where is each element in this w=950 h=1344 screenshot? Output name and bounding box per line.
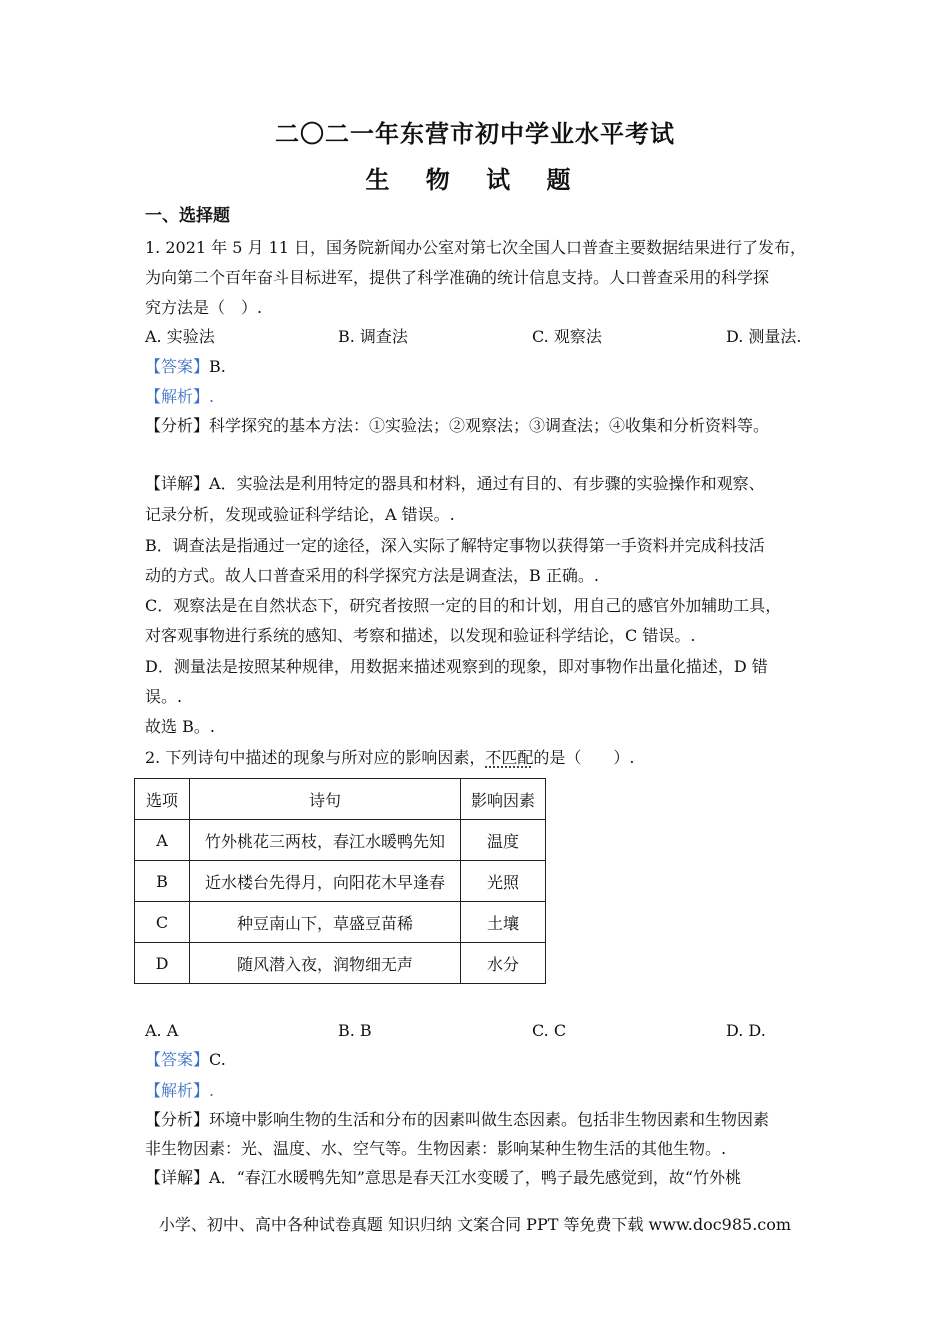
table-header-cell: 诗句	[190, 779, 461, 820]
fenxi-text: 科学探究的基本方法：①实验法；②观察法；③调查法；④收集和分析资料等。	[209, 416, 770, 435]
table-row	[135, 902, 546, 943]
detail-label: 【详解】	[145, 1168, 210, 1187]
answer-label: 【答案】	[145, 1050, 210, 1069]
q1-stem-line-3: 究方法是（ ）.	[145, 298, 263, 317]
q1-detail-line-1	[145, 474, 765, 494]
detail-label: 【详解】	[145, 474, 210, 493]
section-heading: 一、选择题	[145, 206, 230, 226]
q1-detail-line-4: 动的方式。故人口普查采用的科学探究方法是调查法，B 正确。.	[145, 566, 599, 585]
footer-banner: 小学、初中、高中各种试卷真题 知识归纳 文案合同 PPT 等免费下载 www.doc985.com	[158, 1215, 792, 1234]
table-row	[135, 861, 546, 902]
q1-stem-line-1: 1. 2021 年 5 月 11 日，国务院新闻办公室对第七次全国人口普查主要数据结果进行了发布，	[145, 238, 807, 257]
q1-detail-line-8: 误。.	[145, 687, 183, 706]
table-header-cell: 选项	[135, 779, 190, 820]
q2-answer	[145, 1050, 226, 1070]
q2-table	[134, 778, 546, 984]
table-cell: C	[135, 902, 190, 943]
q1-fenxi	[145, 416, 769, 436]
table-header-cell: 影响因素	[461, 779, 546, 820]
q2-option-a: A. A	[145, 1021, 179, 1040]
table-cell: A	[135, 820, 190, 861]
fenxi-label: 【分析】	[145, 1110, 210, 1129]
table-cell: 土壤	[461, 902, 546, 943]
q1-option-c: C. 观察法	[532, 327, 602, 346]
detail-text: A．“春江水暖鸭先知”意思是春天江水变暖了，鸭子最先感觉到，故“竹外桃	[209, 1168, 742, 1187]
q2-option-c: C. C	[532, 1021, 567, 1040]
table-cell: B	[135, 861, 190, 902]
q1-detail-line-5: C．观察法是在自然状态下，研究者按照一定的目的和计划，用自己的感官外加辅助工具，	[145, 596, 782, 615]
table-cell: D	[135, 943, 190, 984]
answer-value: B.	[209, 357, 226, 376]
q1-option-d: D. 测量法.	[726, 327, 802, 346]
q2-option-b: B. B	[338, 1021, 372, 1040]
q1-stem-line-2: 为向第二个百年奋斗目标进军，提供了科学准确的统计信息支持。人口普查采用的科学探	[145, 268, 770, 287]
q2-stem	[145, 748, 634, 768]
subject-title: 生 物 试 题	[365, 166, 585, 194]
answer-value: C.	[209, 1050, 226, 1069]
q1-detail-line-3: B．调查法是指通过一定的途径，深入实际了解特定事物以获得第一手资料并完成科技活	[145, 536, 765, 555]
q1-analysis-label: 【解析】.	[145, 387, 215, 406]
fenxi-text: 环境中影响生物的生活和分布的因素叫做生态因素。包括非生物因素和生物因素	[209, 1110, 770, 1129]
table-header-row	[135, 779, 546, 820]
q2-detail-line-1	[145, 1168, 741, 1188]
answer-label: 【答案】	[145, 357, 210, 376]
q1-detail-line-2: 记录分析，发现或验证科学结论，A 错误。.	[145, 505, 455, 524]
table-row	[135, 943, 546, 984]
q2-fenxi-line-2: 非生物因素：光、温度、水、空气等。生物因素：影响某种生物生活的其他生物。.	[145, 1139, 727, 1158]
table-cell: 水分	[461, 943, 546, 984]
q2-analysis-label: 【解析】.	[145, 1081, 215, 1100]
q2-fenxi-line-1	[145, 1110, 769, 1130]
q2-option-d: D. D.	[726, 1021, 766, 1040]
table-cell: 种豆南山下，草盛豆苗稀	[190, 902, 461, 943]
q1-detail-line-9: 故选 B。.	[145, 717, 215, 736]
q2-stem-post: 的是（ ）.	[533, 748, 635, 767]
q1-option-b: B. 调查法	[338, 327, 408, 346]
q2-stem-emphasis: 不匹配	[485, 748, 534, 767]
table-cell: 随风潜入夜，润物细无声	[190, 943, 461, 984]
q1-option-a: A. 实验法	[145, 327, 215, 346]
detail-text: A．实验法是利用特定的器具和材料，通过有目的、有步骤的实验操作和观察、	[209, 474, 765, 493]
table-cell: 温度	[461, 820, 546, 861]
fenxi-label: 【分析】	[145, 416, 210, 435]
q1-detail-line-7: D．测量法是按照某种规律，用数据来描述观察到的现象，即对事物作出量化描述，D 错	[145, 657, 768, 676]
q1-answer	[145, 357, 226, 377]
exam-title: 二〇二一年东营市初中学业水平考试	[275, 120, 675, 148]
table-row	[135, 820, 546, 861]
table-cell: 竹外桃花三两枝，春江水暖鸭先知	[190, 820, 461, 861]
q2-stem-pre: 2. 下列诗句中描述的现象与所对应的影响因素，	[145, 748, 486, 767]
q1-detail-line-6: 对客观事物进行系统的感知、考察和描述，以发现和验证科学结论，C 错误。.	[145, 626, 696, 645]
table-cell: 光照	[461, 861, 546, 902]
table-cell: 近水楼台先得月，向阳花木早逢春	[190, 861, 461, 902]
